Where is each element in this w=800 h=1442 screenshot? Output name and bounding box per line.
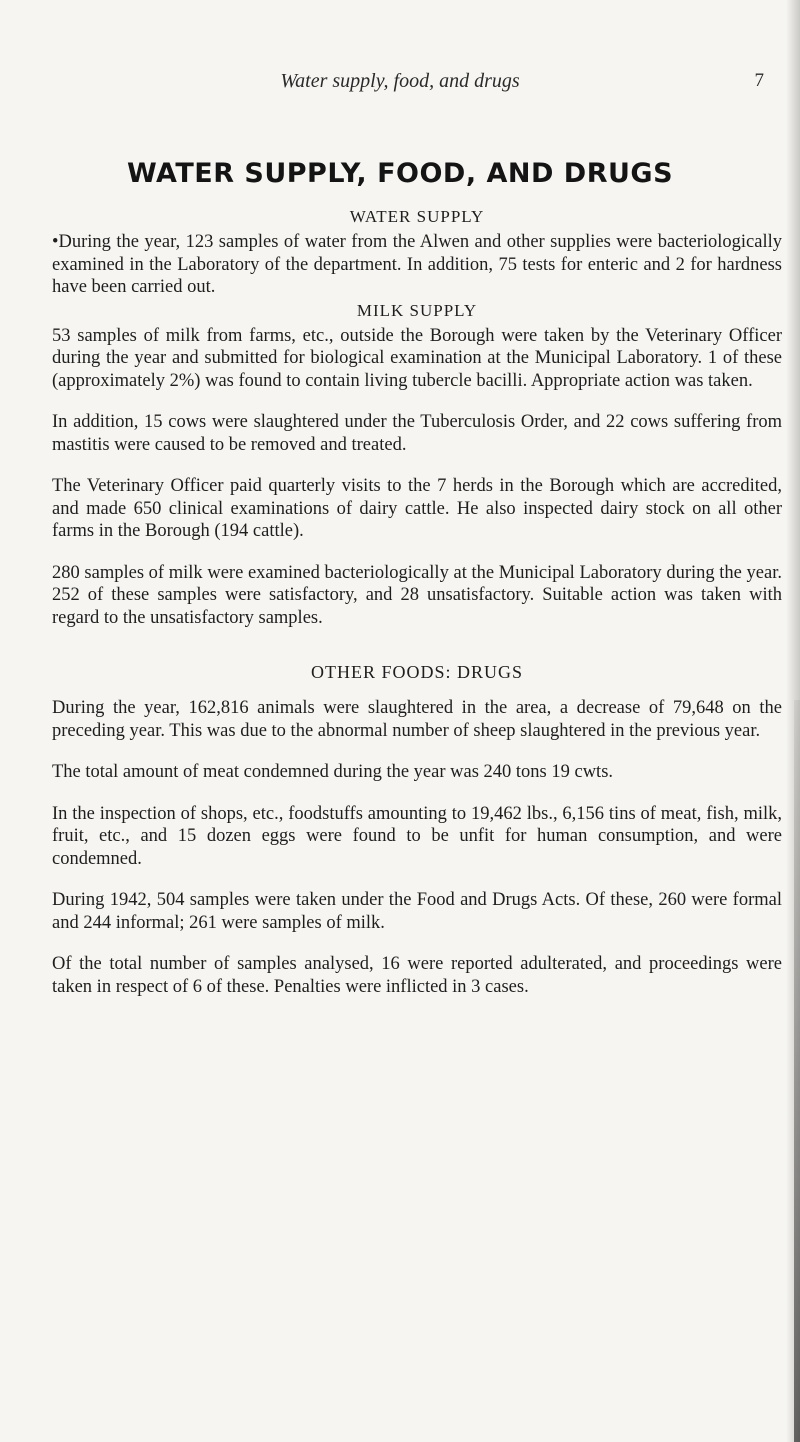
paragraph-other-4: During 1942, 504 samples were taken under the Food and Drugs Acts. Of these, 260 were formal and 244 informal; 261 were samples of milk. [52, 890, 782, 933]
section-heading-other-foods-drugs: OTHER FOODS: DRUGS [310, 662, 524, 682]
paragraph-water-1: •During the year, 123 samples of water from the Alwen and other supplies were bacteriologically examined in the Laboratory of the department. In addition, 75 tests for enteric and 2 for hardness have been carried out. [52, 232, 782, 297]
document-body [52, 206, 782, 1017]
paragraph-other-2: The total amount of meat condemned during the year was 240 tons 19 cwts. [52, 762, 614, 782]
paragraph-other-3: In the inspection of shops, etc., foodstuffs amounting to 19,462 lbs., 6,156 tins of meat, fish, milk, fruit, etc., and 15 dozen eggs were found to be unfit for human consumption, and were condemned. [52, 803, 782, 869]
paragraph-other-5: Of the total number of samples analysed, 16 were reported adulterated, and proceedings were taken in respect of 6 of these. Penalties were inflicted in 3 cases. [52, 954, 782, 997]
binding-edge-shadow [794, 700, 800, 1442]
section-heading-milk-supply: MILK SUPPLY [356, 300, 478, 320]
paragraph-milk-2: In addition, 15 cows were slaughtered under the Tuberculosis Order, and 22 cows suffering from mastitis were caused to be removed and treated. [52, 412, 782, 455]
paragraph-milk-3: The Veterinary Officer paid quarterly visits to the 7 herds in the Borough which are accredited, and made 650 clinical examinations of dairy cattle. He also inspected dairy stock on all other farms in the Borough (194 cattle). [52, 476, 782, 541]
section-heading-water-supply: WATER SUPPLY [349, 207, 485, 226]
page-title: WATER SUPPLY, FOOD, AND DRUGS [126, 158, 674, 189]
page-number: 7 [754, 70, 764, 91]
paragraph-other-1: During the year, 162,816 animals were slaughtered in the area, a decrease of 79,648 on the preceding year. This was due to the abnormal number of sheep slaughtered in the previous year. [52, 698, 782, 741]
paragraph-milk-1: 53 samples of milk from farms, etc., outside the Borough were taken by the Veterinary Officer during the year and submitted for biological examination at the Municipal Laboratory. 1 of these (approximately 2%) was found to contain living tubercle bacilli. Appropriate action was taken. [52, 325, 782, 391]
running-header [0, 70, 800, 100]
running-title: Water supply, food, and drugs [280, 70, 520, 92]
paragraph-milk-4: 280 samples of milk were examined bacteriologically at the Municipal Laboratory during the year. 252 of these samples were satisfactory, and 28 unsatisfactory. Suitable action was taken with regard to the unsatisfactory samples. [52, 562, 782, 628]
